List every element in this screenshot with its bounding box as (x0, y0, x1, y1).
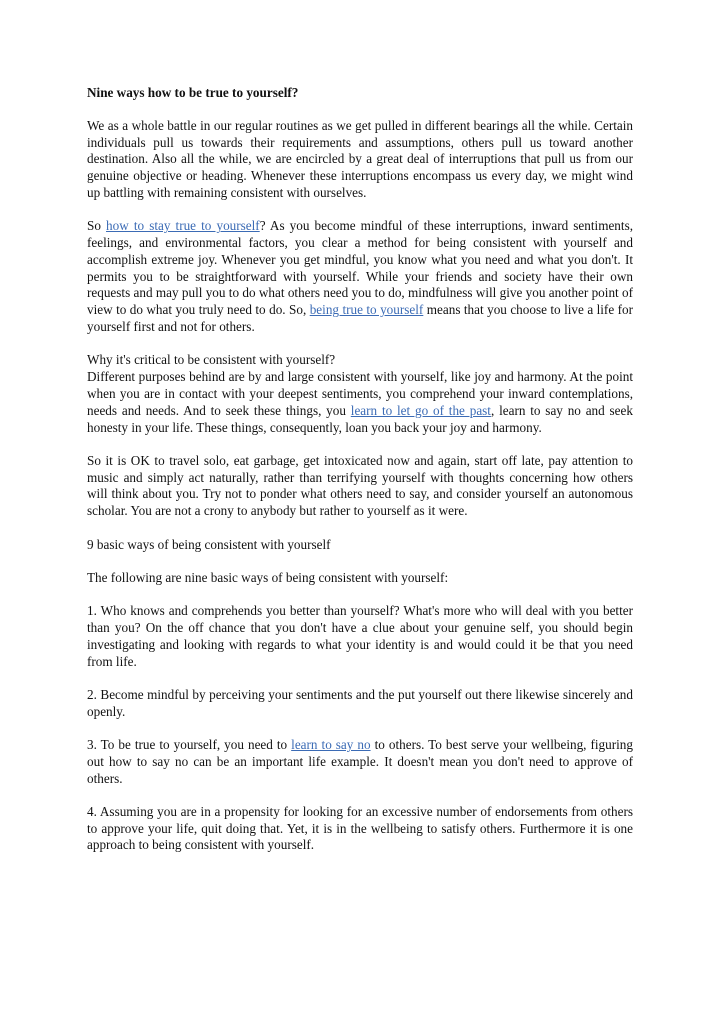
paragraph-text: to others. To best serve your wellbeing, figuring out how to say no can be an important life example. It doesn't mean you don't need to approve of others. (87, 736, 633, 786)
paragraph-text: So (87, 218, 107, 234)
paragraph-text: , learn to say no and seek honesty in your life. These things, consequently, loan you back your joy and harmony. (87, 402, 633, 435)
paragraph-intro: We as a whole battle in our regular routines as we get pulled in different bearings all the while. Certain individuals pull us towards their requirements and assumptions, others pull us toward another destination. Also all the while, we are encircled by a great deal of interruptions that pull us from our genuine objective or heading. Whenever these interruptions encompass us every day, we might wind up battling with remaining consistent with ourselves. (87, 117, 633, 200)
paragraph-text: ? As you become mindful of these interruptions, inward sentiments, feelings, and environmental factors, you clear a method for being consistent with yourself and accomplish extreme joy. Whenever you get mindful, you know what you need and what you don't. It permits you to be straightforward with yourself. While your friends and society have their own requests and may pull you to do what others need you to do, mindfulness will give you another point of view to do what you truly need to do. So, (87, 218, 633, 318)
link-how-to-stay-true[interactable]: how to stay true to yourself (106, 218, 260, 234)
link-let-go-of-past[interactable]: learn to let go of the past (350, 402, 491, 418)
paragraph-text: means that you choose to live a life for yourself first and not for others. (87, 302, 634, 335)
list-item-2: 2. Become mindful by perceiving your sentiments and the put yourself out there likewise sincerely and openly. (87, 686, 633, 719)
paragraph-travel-solo: So it is OK to travel solo, eat garbage, get intoxicated now and again, start off late, pay attention to music and simply act naturally, rather than terrifying yourself with thoughts concerning how others will think about you. Try not to ponder what others need to say, and consider yourself an autonomous scholar. You are not a crony to anybody but rather to yourself as it were. (87, 452, 633, 519)
link-learn-to-say-no[interactable]: learn to say no (291, 736, 371, 752)
list-item-3 (87, 737, 633, 787)
paragraph-following: The following are nine basic ways of being consistent with yourself: (87, 569, 449, 585)
paragraph-stay-true (87, 218, 633, 336)
list-item-1: 1. Who knows and comprehends you better than yourself? What's more who will deal with you better than you? On the off chance that you don't have a clue about your genuine self, you should begin investigating and looking with regards to what your identity is and would could it be that you need from life. (87, 603, 633, 669)
paragraph-text: 3. To be true to yourself, you need to (87, 736, 292, 752)
section-heading-basic-ways: 9 basic ways of being consistent with yourself (87, 536, 331, 552)
paragraph-why-critical (87, 352, 633, 436)
link-being-true-to-yourself[interactable]: being true to yourself (309, 302, 424, 318)
document-page (87, 85, 633, 871)
list-item-4: 4. Assuming you are in a propensity for looking for an excessive number of endorsements from others to approve your life, quit doing that. Yet, it is in the wellbeing to satisfy others. Furthermore it is one approach to being consistent with yourself. (87, 803, 633, 853)
document-title: Nine ways how to be true to yourself? (87, 85, 299, 100)
paragraph-text: Different purposes behind are by and large consistent with yourself, like joy and harmony. At the point when you are in contact with your deepest sentiments, you comprehend your inward contemplations, needs and needs. And to seek these things, you (87, 369, 633, 418)
section-heading-why: Why it's critical to be consistent with yourself? (87, 352, 336, 368)
